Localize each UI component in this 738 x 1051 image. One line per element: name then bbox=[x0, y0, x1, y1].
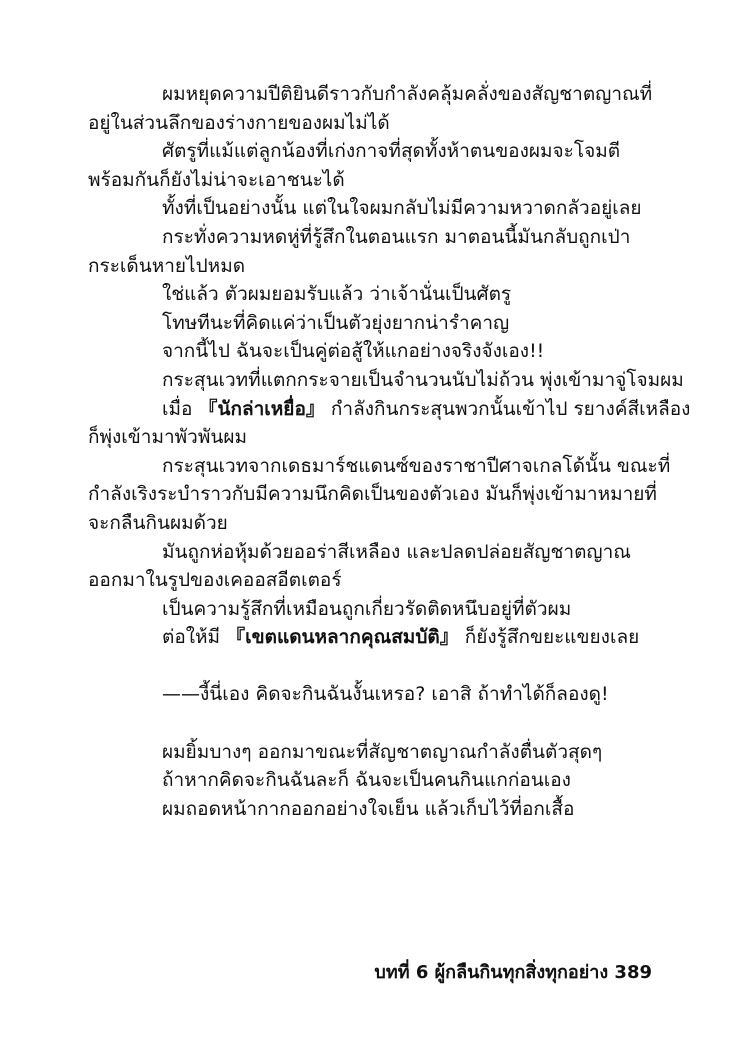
paragraph bbox=[88, 452, 671, 538]
text-line: มันถูกห่อหุ้มด้วยออร่าสีเหลือง และปลดปล่อยสัญชาตญาณ bbox=[162, 540, 631, 563]
text-line: ใช่แล้ว ตัวผมยอมรับแล้ว ว่าเจ้านั่นเป็นศัตรู bbox=[162, 283, 512, 306]
text-line: กระสุนเวทที่แตกกระจายเป็นจำนวนนับไม่ถ้วน พุ่งเข้ามาจู่โจมผม bbox=[162, 368, 684, 391]
text-line: ถ้าหากคิดจะกินฉันละก็ ฉันจะเป็นคนกินแกก่อนเอง bbox=[162, 769, 571, 792]
text-line: ศัตรูที่แม้แต่ลูกน้องที่เก่งกาจที่สุดทั้งห้าตนของผมจะโจมตี bbox=[162, 140, 621, 163]
text-line: เป็นความรู้สึกที่เหมือนถูกเกี่ยวรัดติดหนึบอยู่ที่ตัวผม bbox=[162, 597, 572, 620]
paragraph bbox=[88, 738, 650, 767]
paragraph bbox=[88, 595, 650, 624]
text-line: ผมถอดหน้ากากออกอย่างใจเย็น แล้วเก็บไว้ที่อกเสื้อ bbox=[162, 797, 575, 820]
text-span: ก็ยังรู้สึกขยะแขยงเลย bbox=[464, 626, 640, 649]
text-line: จะกลืนกินผมด้วย bbox=[88, 511, 228, 534]
paragraph bbox=[88, 309, 650, 338]
paragraph bbox=[88, 366, 684, 395]
paragraph bbox=[88, 680, 650, 709]
text-line: ผมยิ้มบางๆ ออกมาขณะที่สัญชาตญาณกำลังตื่นตัวสุดๆ bbox=[162, 740, 603, 763]
text-line: ออกมาในรูปของเคออสอีตเตอร์ bbox=[88, 569, 342, 592]
skill-name-bold: 『นักล่าเหยื่อ』 bbox=[198, 397, 325, 420]
text-line: กระเด็นหายไปหมด bbox=[88, 254, 246, 277]
text-line: โทษทีนะที่คิดแค่ว่าเป็นตัวยุ่งยากน่ารำคาญ bbox=[162, 311, 510, 334]
text-line: ผมหยุดความปีติยินดีราวกับกำลังคลุ้มคลั่งของสัญชาตญาณที่ bbox=[162, 83, 653, 105]
text-line: กำลังเริงระบำราวกับมีความนึกคิดเป็นของตัวเอง มันก็พุ่งเข้ามาหมายที่ bbox=[88, 483, 657, 506]
text-line bbox=[88, 395, 691, 424]
text-line: พร้อมกันก็ยังไม่น่าจะเอาชนะได้ bbox=[88, 168, 345, 191]
text-span: กำลังกินกระสุนพวกนั้นเข้าไป รยางค์สีเหลือง bbox=[330, 397, 691, 420]
paragraph bbox=[88, 194, 650, 223]
text-span: เมื่อ bbox=[162, 397, 193, 420]
blank-line bbox=[88, 709, 650, 738]
text-line: อยู่ในส่วนลึกของร่างกายของผมไม่ได้ bbox=[88, 111, 390, 134]
text-line: จากนี้ไป ฉันจะเป็นคู่ต่อสู้ให้แกอย่างจริงจังเอง!! bbox=[162, 340, 545, 363]
page-body bbox=[88, 80, 691, 823]
text-line bbox=[88, 623, 650, 652]
text-line: ทั้งที่เป็นอย่างนั้น แต่ในใจผมกลับไม่มีความหวาดกลัวอยู่เลย bbox=[162, 197, 642, 220]
paragraph bbox=[88, 337, 650, 366]
blank-line bbox=[88, 652, 650, 681]
text-line: กระสุนเวทจากเดธมาร์ชแดนซ์ของราชาปีศาจเกลโด้นั้น ขณะที่ bbox=[162, 454, 671, 477]
paragraph bbox=[88, 395, 691, 452]
paragraph bbox=[88, 538, 650, 595]
skill-name-bold: 『เขตแดนหลากคุณสมบัติ』 bbox=[226, 626, 459, 649]
page-footer: บทที่ 6 ผู้กลืนกินทุกสิ่งทุกอย่าง 389 bbox=[374, 962, 652, 983]
paragraph bbox=[88, 280, 650, 309]
paragraph bbox=[88, 623, 650, 652]
paragraph bbox=[88, 795, 650, 824]
paragraph bbox=[88, 766, 650, 795]
text-line: ——งี้นี่เอง คิดจะกินฉันงั้นเหรอ? เอาสิ ถ้าทำได้ก็ลองดู! bbox=[162, 683, 609, 706]
text-line: กระทั่งความหดหู่ที่รู้สึกในตอนแรก มาตอนนี้มันกลับถูกเป่า bbox=[162, 225, 631, 248]
text-line: ก็พุ่งเข้ามาพัวพันผม bbox=[88, 426, 248, 449]
paragraph bbox=[88, 137, 650, 194]
paragraph bbox=[88, 80, 653, 137]
paragraph bbox=[88, 223, 650, 280]
text-span: ต่อให้มี bbox=[162, 626, 221, 649]
